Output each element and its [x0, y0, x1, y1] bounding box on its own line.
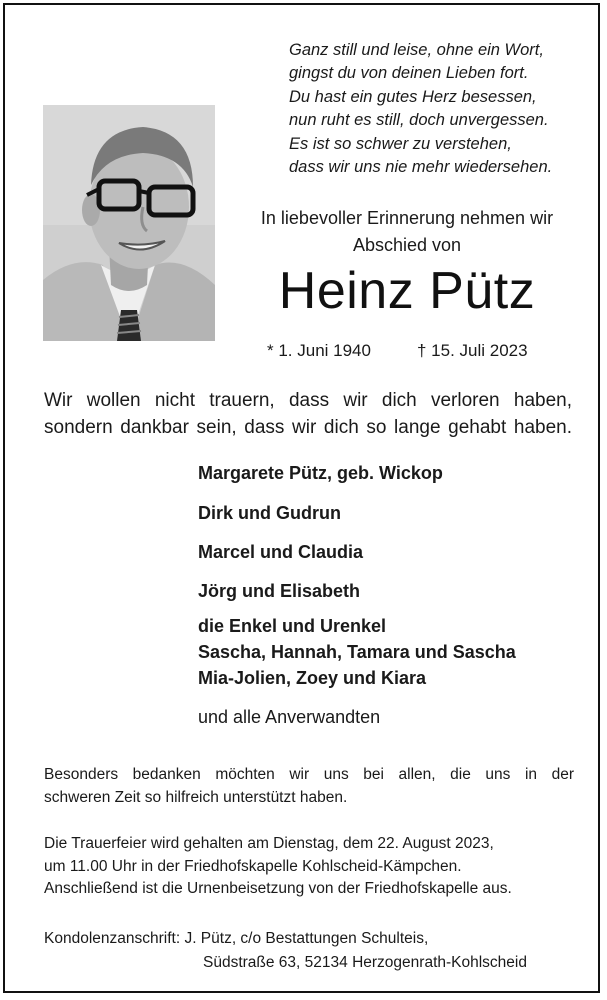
thanks-line: Besonders bedanken möchten wir uns bei allen, die uns in der	[44, 766, 574, 783]
deceased-name: Heinz Pütz	[278, 262, 536, 320]
poem-line: gingst du von deinen Lieben fort.	[289, 64, 529, 83]
ceremony-line: um 11.00 Uhr in der Friedhofskapelle Kohlscheid-Kämpchen.	[44, 857, 462, 875]
intro-line: Abschied von	[352, 235, 462, 255]
thanks-text	[44, 763, 574, 809]
family-member: Margarete Pütz, geb. Wickop	[198, 463, 443, 483]
family-member: Mia-Jolien, Zoey und Kiara	[198, 668, 427, 688]
memorial-quote	[44, 387, 572, 441]
portrait-photo	[43, 105, 215, 341]
death-date: † 15. Juli 2023	[417, 341, 528, 360]
family-member: Dirk und Gudrun	[198, 503, 341, 523]
condolence-line: Südstraße 63, 52134 Herzogenrath-Kohlscheid	[203, 953, 527, 971]
family-member: Jörg und Elisabeth	[198, 581, 361, 601]
ceremony-line: Die Trauerfeier wird gehalten am Dienstag, dem 22. August 2023,	[44, 835, 494, 852]
poem-line: Du hast ein gutes Herz besessen,	[289, 87, 537, 106]
intro-line: In liebevoller Erinnerung nehmen wir	[260, 208, 554, 228]
poem-line: Es ist so schwer zu verstehen,	[289, 134, 512, 153]
family-member: die Enkel und Urenkel	[198, 616, 387, 636]
obituary-frame	[3, 3, 600, 993]
birth-date: * 1. Juni 1940	[267, 341, 371, 360]
relatives-text: und alle Anverwandten	[198, 707, 381, 727]
poem-line: Ganz still und leise, ohne ein Wort,	[289, 41, 544, 59]
poem	[289, 39, 552, 179]
thanks-line: schweren Zeit so hilfreich unterstützt haben.	[44, 789, 348, 806]
quote-line: Wir wollen nicht trauern, dass wir dich verloren haben,	[44, 390, 572, 411]
poem-line: nun ruht es still, doch unvergessen.	[289, 111, 549, 130]
ceremony-info	[44, 833, 584, 901]
ceremony-line: Anschließend ist die Urnenbeisetzung von der Friedhofskapelle aus.	[44, 880, 512, 897]
family-member: Marcel und Claudia	[198, 542, 364, 562]
condolence-address	[44, 927, 574, 974]
condolence-line: Kondolenzanschrift: J. Pütz, c/o Bestattungen Schulteis,	[44, 930, 429, 947]
family-member: Sascha, Hannah, Tamara und Sascha	[198, 642, 516, 662]
intro-text	[227, 205, 587, 259]
poem-line: dass wir uns nie mehr wiedersehen.	[289, 158, 553, 177]
quote-line: sondern dankbar sein, dass wir dich so lange gehabt haben.	[44, 417, 572, 438]
